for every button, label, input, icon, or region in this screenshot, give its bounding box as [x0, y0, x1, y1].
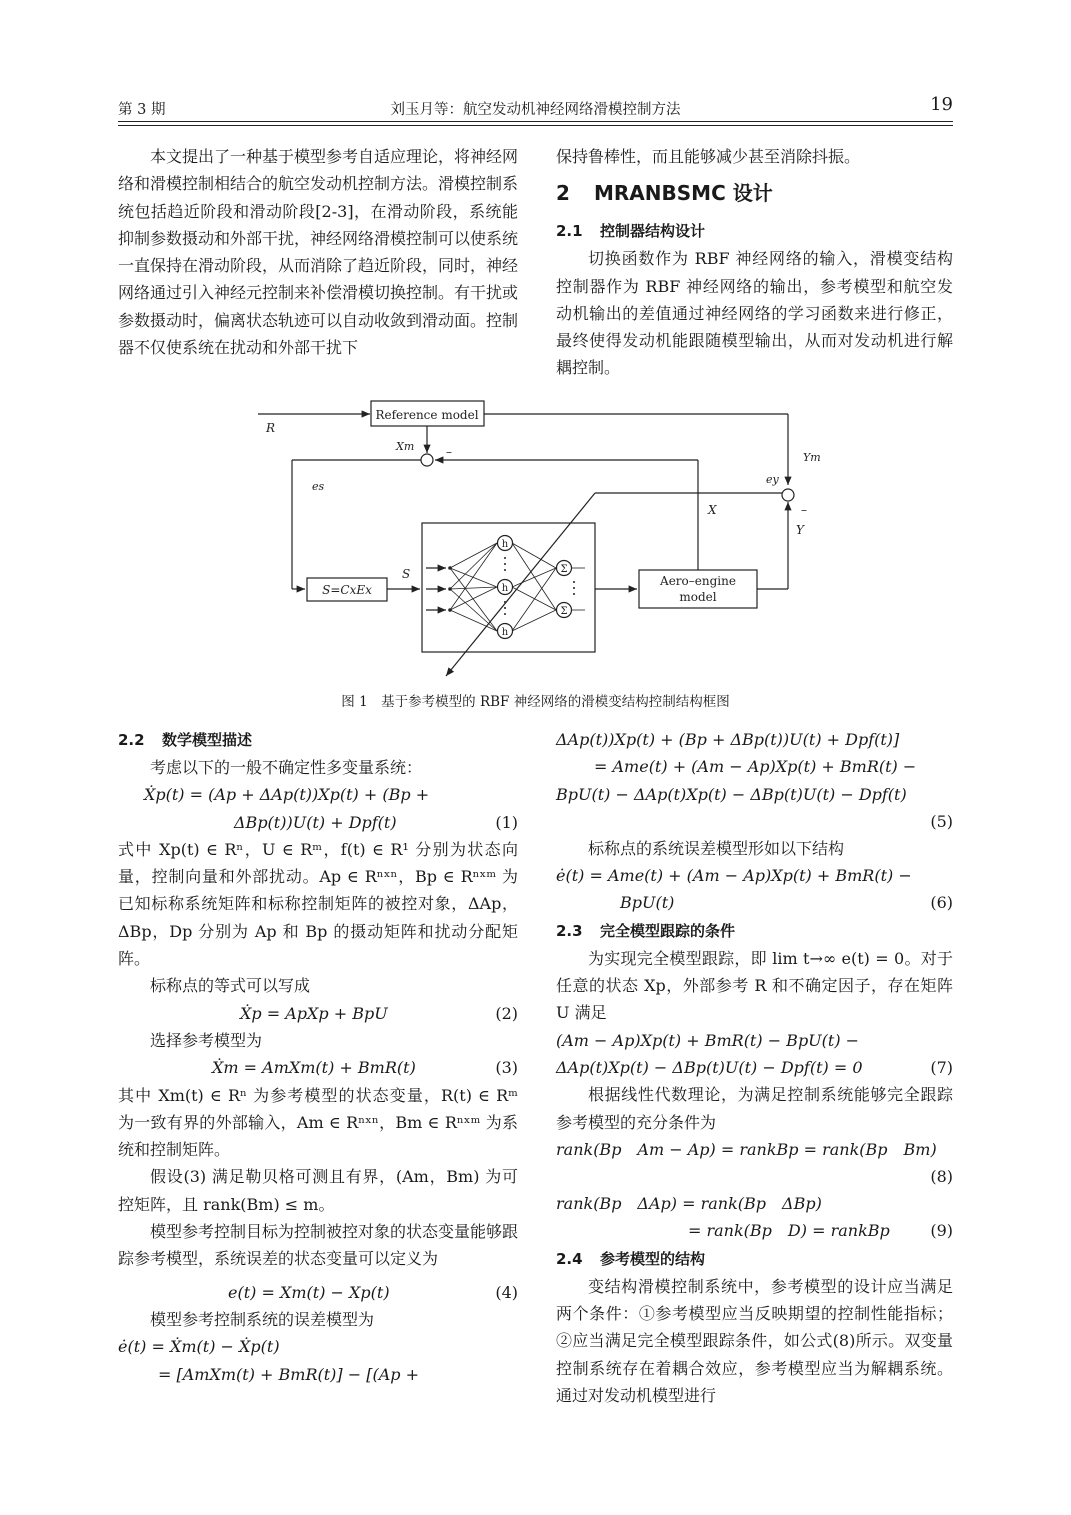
ym-label: Ym: [803, 451, 821, 464]
summing-junction-1: [421, 454, 433, 466]
equation-6: ė(t) = Ame(t) + (Am − Ap)Xp(t) + BmR(t) −: [556, 866, 912, 886]
xm-label: Xm: [396, 440, 415, 453]
summing-junction-2: [782, 489, 794, 501]
equation-3: Ẋm = AmXm(t) + BmR(t) (3): [118, 1054, 518, 1081]
equation-number: (9): [930, 1221, 953, 1241]
aero-engine-label-line2: model: [679, 590, 717, 604]
paragraph: 标称点的等式可以写成: [150, 976, 311, 996]
subsection-heading-2-1: 2.1 控制器结构设计: [556, 222, 706, 241]
equation-1: Ẋp(t) = (Ap + ΔAp(t))Xp(t) + (Bp +: [144, 785, 430, 805]
equation-number: (1): [495, 812, 518, 832]
minus-sign-1: –: [446, 445, 452, 459]
ey-label: ey: [766, 473, 779, 486]
figure-caption: 图 1 基于参考模型的 RBF 神经网络的滑模变结构控制结构框图: [341, 694, 730, 710]
paragraph: 变结构滑模控制系统中，参考模型的设计应当满足两个条件：①参考模型应当反映期望的控制性能指标；②应当满足完全模型跟踪条件，如公式(8)所示。双变量控制系统存在着耦合效应，参考模型应当为解耦系统。通过对发动机模型进行: [556, 1276, 953, 1405]
y-label: Y: [796, 523, 804, 537]
equation-9-cont: = rank(Bp D) = rankBp (9): [556, 1217, 953, 1244]
equation-number: (2): [495, 1003, 518, 1023]
running-header: [118, 94, 953, 120]
intro-column-right: [556, 143, 953, 382]
equation-number: (3): [495, 1058, 518, 1078]
hidden-node-label: h: [501, 539, 509, 550]
sum-node-label: Σ: [560, 564, 568, 575]
subsection-heading-2-2: 2.2 数学模型描述: [118, 731, 253, 749]
equation-5: ė(t) = Ẋm(t) − Ẋp(t): [118, 1337, 280, 1357]
equation-7: (Am − Ap)Xp(t) + BmR(t) − BpU(t) −: [556, 1030, 860, 1050]
intro-paragraph: 本文提出了一种基于模型参考自适应理论，将神经网络和滑模控制相结合的航空发动机控制方法。滑模控制系统包括趋近阶段和滑动阶段[2-3]，在滑动阶段，系统能抑制参数摄动和外部干扰，神经网络滑模控制可以使系统一直保持在滑动阶段，从而消除了趋近阶段，同时，神经网络通过引入神经元控制来补偿滑模切换控制。有干扰或参数摄动时，偏离状态轨迹可以自动收敛到滑动面。控制器不仅使系统在扰动和外部干扰下: [118, 147, 519, 358]
reference-model-label: Reference model: [375, 408, 479, 422]
equation-1-cont: ΔBp(t))U(t) + Dpf(t) (1): [118, 809, 518, 836]
equation-5-number: [556, 808, 953, 835]
intro-paragraph-cont: 保持鲁棒性，而且能够减少甚至消除抖振。: [556, 147, 861, 166]
r-label: R: [266, 421, 276, 435]
subsection-heading-2-4: 2.4 参考模型的结构: [556, 1249, 706, 1268]
equation-5-cont: = [AmXm(t) + BmR(t)] − [(Ap +: [158, 1364, 419, 1384]
s-label: S: [402, 567, 411, 581]
equation-number: (4): [495, 1282, 518, 1302]
paragraph: 选择参考模型为: [150, 1030, 263, 1050]
paragraph: 假设(3) 满足勒贝格可测且有界，(Am，Bm) 为可控矩阵，且 rank(Bm) ≤ m。: [118, 1167, 518, 1214]
paragraph: 式中 Xp(t) ∈ Rⁿ，U ∈ Rᵐ，f(t) ∈ R¹ 分别为状态向量，控制向量和外部扰动。Ap ∈ Rⁿˣⁿ，Bp ∈ Rⁿˣᵐ 为已知标称系统矩阵和标称控制矩阵的被控对象，ΔAp，ΔBp，Dp 分别为 Ap 和 Bp 的摄动矩阵和扰动分配矩阵。: [118, 839, 518, 969]
paragraph: 考虑以下的一般不确定性多变量系统：: [150, 758, 423, 777]
sum-node-label: Σ: [560, 606, 568, 617]
subsection-heading-2-3: 2.3 完全模型跟踪的条件: [556, 921, 736, 940]
paragraph: 标称点的系统误差模型形如以下结构: [588, 838, 845, 858]
equation-7-cont: ΔAp(t)Xp(t) − ΔBp(t)U(t) − Dpf(t) = 0 (7): [556, 1054, 953, 1081]
minus-sign-2: –: [801, 503, 807, 517]
equation-5-cont: ΔAp(t))Xp(t) + (Bp + ΔBp(t))U(t) + Dpf(t)]: [556, 730, 900, 749]
section-heading-2: 2 MRANBSMC 设计: [556, 181, 773, 206]
x-label: X: [708, 503, 717, 517]
equation-number: (8): [930, 1167, 953, 1187]
math-model-column-right: [556, 726, 953, 1409]
block-diagram-figure: [250, 398, 830, 684]
equation-9: rank(Bp ΔAp) = rank(Bp ΔBp): [556, 1194, 822, 1214]
equation-number: (5): [930, 811, 953, 831]
equation-6-cont: BpU(t) (6): [556, 889, 953, 916]
hidden-node-label: h: [501, 583, 509, 594]
header-rule-thin: [118, 125, 953, 126]
running-title: 刘玉月等：航空发动机神经网络滑模控制方法: [390, 102, 681, 118]
equation-number: (6): [930, 893, 953, 913]
math-model-column-left: [118, 726, 518, 1388]
sliding-mode-label: S=CxEx: [322, 583, 372, 597]
equation-8: rank(Bp Am − Ap) = rankBp = rank(Bp Bm): [556, 1139, 937, 1159]
paragraph: 其中 Xm(t) ∈ Rⁿ 为参考模型的状态变量，R(t) ∈ Rᵐ 为一致有界的外部输入，Am ∈ Rⁿˣⁿ，Bm ∈ Rⁿˣᵐ 为系统和控制矩阵。: [118, 1085, 518, 1160]
header-rule: [118, 121, 953, 122]
hidden-node-label: h: [501, 627, 509, 638]
aero-engine-label: Aero–engine: [660, 574, 736, 588]
paragraph: 根据线性代数理论，为满足控制系统能够完全跟踪参考模型的充分条件为: [556, 1085, 953, 1132]
equation-8-number: [556, 1163, 953, 1190]
equation-2: Ẋp = ApXp + BpU (2): [118, 1000, 518, 1027]
intro-column-left: [118, 143, 518, 361]
equation-5-cont: BpU(t) − ΔAp(t)Xp(t) − ΔBp(t)U(t) − Dpf(t): [556, 784, 907, 804]
paragraph: 为实现完全模型跟踪，即 lim t→∞ e(t) = 0。对于任意的状态 Xp，外部参考 R 和不确定因子，存在矩阵 U 满足: [556, 948, 953, 1023]
es-label: es: [312, 480, 325, 493]
paragraph: 模型参考控制目标为控制被控对象的状态变量能够跟踪参考模型，系统误差的状态变量可以定义为: [118, 1222, 519, 1269]
paragraph: 模型参考控制系统的误差模型为: [150, 1309, 375, 1329]
equation-5-cont: = Ame(t) + (Am − Ap)Xp(t) + BmR(t) −: [594, 757, 917, 777]
issue-number: 第 3 期: [118, 102, 166, 118]
equation-number: (7): [930, 1057, 953, 1077]
page-number: 19: [930, 94, 953, 115]
controller-design-paragraph: 切换函数作为 RBF 神经网络的输入，滑模变结构控制器作为 RBF 神经网络的输出，参考模型和航空发动机输出的差值通过神经网络的学习函数来进行修正，最终使得发动机能跟随模型输出，从而对发动机进行解耦控制。: [556, 249, 953, 378]
equation-4: e(t) = Xm(t) − Xp(t) (4): [118, 1279, 518, 1306]
